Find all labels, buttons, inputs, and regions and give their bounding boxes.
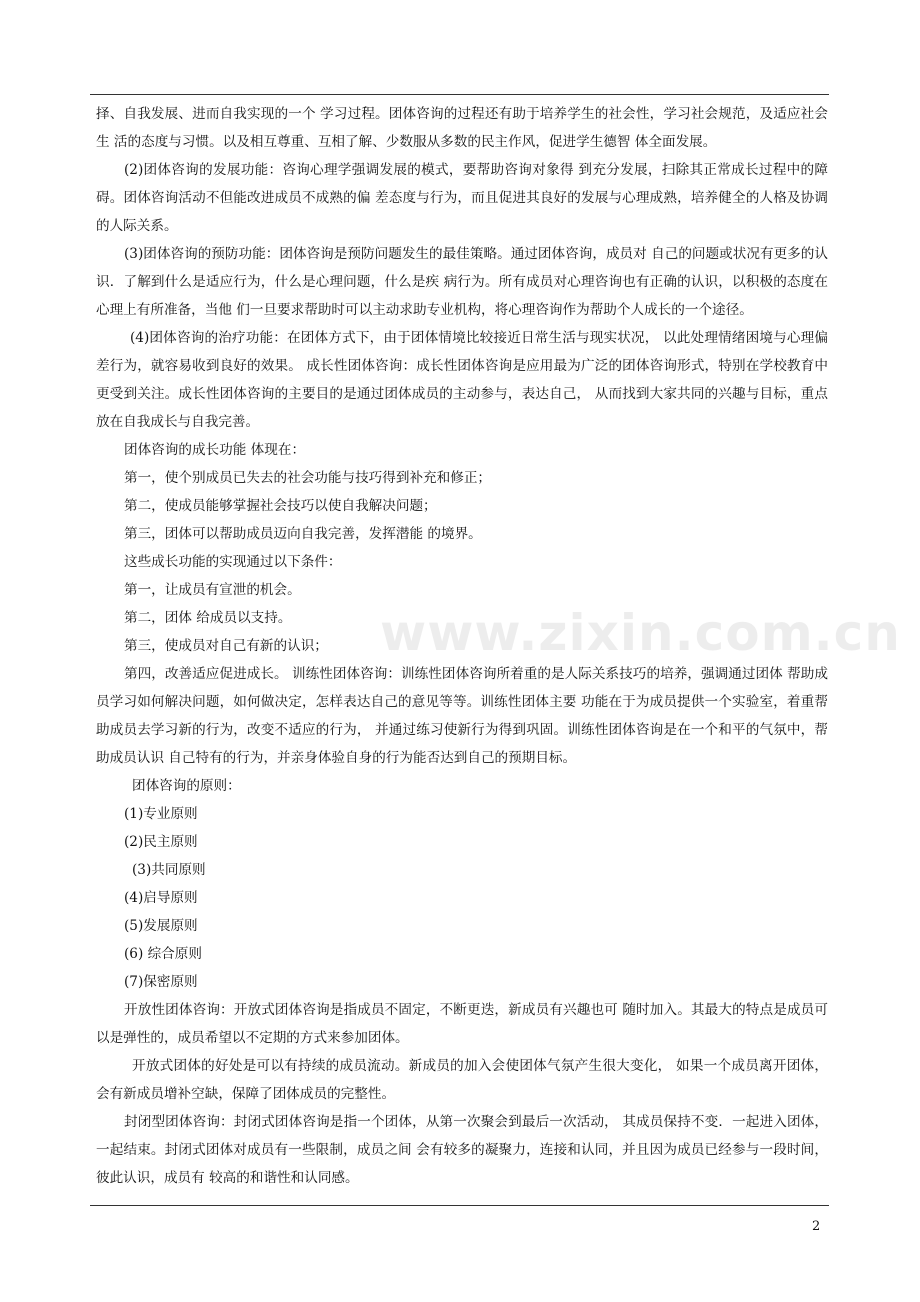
- principles-heading: 团体咨询的原则：: [132, 778, 241, 794]
- condition-item-1: 第一，让成员有宣泄的机会。: [124, 582, 301, 598]
- paragraph-closed-group: 封闭型团体咨询：封闭式团体咨询是指一个团体，从第一次聚会到最后一次活动， 其成员保持不变．一起进入团体，一起结束。封闭式团体对成员有一些限制，成员之间 会有较多的凝聚力，连接和认同，并且因为成员已经参与一段时间，彼此认识，成员有 较高的和谐性和认同感。: [96, 1114, 828, 1186]
- growth-function-heading: 团体咨询的成长功能 体现在：: [124, 442, 306, 458]
- watermark-logo: [380, 602, 901, 662]
- principle-item-6: (6) 综合原则: [124, 946, 202, 962]
- paragraph-training-group: 第四，改善适应促进成长。 训练性团体咨询：训练性团体咨询所着重的是人际关系技巧的培养，强调通过团体 帮助成员学习如何解决问题，如何做决定，怎样表达自己的意见等等。训练性团体主要 功能在于为成员提供一个实验室，着重帮助成员去学习新的行为，改变不适应的行为， 并通过练习使新行为得到巩固。训练性团体咨询是在一个和平的气氛中，帮助成员认识 自己特有的行为，并亲身体验自身的行为能否达到自己的预期目标。: [96, 666, 828, 766]
- paragraph-open-group: 开放性团体咨询：开放式团体咨询是指成员不固定，不断更迭，新成员有兴趣也可 随时加入。其最大的特点是成员可以是弹性的，成员希望以不定期的方式来参加团体。: [96, 1002, 828, 1046]
- growth-item-2: 第二，使成员能够掌握社会技巧以使自我解决问题；: [124, 498, 437, 514]
- principle-item-4: (4)启导原则: [124, 890, 198, 906]
- paragraph-prevention-function: (3)团体咨询的预防功能：团体咨询是预防问题发生的最佳策略。通过团体咨询，成员对 自己的问题或状况有更多的认识．了解到什么是适应行为，什么是心理问题，什么是疾 病行为。所有成员对心理咨询也有正确的认识，以积极的态度在心理上有所准备，当他 们一旦要求帮助时可以主动求助专业机构，将心理咨询作为帮助个人成长的一个途径。: [96, 246, 828, 318]
- conditions-heading: 这些成长功能的实现通过以下条件：: [124, 554, 342, 570]
- principle-item-3: (3)共同原则: [132, 862, 206, 878]
- footer-rule: [90, 1205, 829, 1206]
- page-number: 2: [812, 1219, 821, 1234]
- growth-item-1: 第一，使个别成员已失去的社会功能与技巧得到补充和修正；: [124, 470, 492, 486]
- growth-item-3: 第三，团体可以帮助成员迈向自我完善，发挥潜能 的境界。: [124, 526, 482, 542]
- header-rule: [90, 94, 829, 95]
- principle-item-7: (7)保密原则: [124, 974, 198, 990]
- condition-item-2: 第二，团体 给成员以支持。: [124, 610, 292, 626]
- principle-item-2: (2)民主原则: [124, 834, 198, 850]
- paragraph-treatment-function: (4)团体咨询的治疗功能：在团体方式下，由于团体情境比较接近日常生活与现实状况， 以此处理情绪困境与心理偏差行为，就容易收到良好的效果。 成长性团体咨询：成长性团体咨询是应用最为广泛的团体咨询形式，特别在学校教育中更受到关注。成长性团体咨询的主要目的是通过团体成员的主动参与，表达自己， 从而找到大家共同的兴趣与目标，重点放在自我成长与自我完善。: [96, 330, 828, 430]
- principle-item-1: (1)专业原则: [124, 806, 198, 822]
- paragraph-intro: 择、自我发展、进而自我实现的一个 学习过程。团体咨询的过程还有助于培养学生的社会性，学习社会规范，及适应社会生 活的态度与习惯。以及相互尊重、互相了解、少数服从多数的民主作风，促进学生德智 体全面发展。: [96, 106, 828, 150]
- watermark-text: www.zixin.com.cn: [380, 604, 901, 662]
- principle-item-5: (5)发展原则: [124, 918, 198, 934]
- condition-item-3: 第三，使成员对自己有新的认识；: [124, 638, 328, 654]
- paragraph-development-function: (2)团体咨询的发展功能：咨询心理学强调发展的模式，要帮助咨询对象得 到充分发展，扫除其正常成长过程中的障碍。团体咨询活动不但能改进成员不成熟的偏 差态度与行为，而且促进其良好的发展与心理成熟，培养健全的人格及协调的人际关系。: [96, 162, 828, 234]
- paragraph-open-group-benefit: 开放式团体的好处是可以有持续的成员流动。新成员的加入会使团体气氛产生很大变化， 如果一个成员离开团体，会有新成员增补空缺，保障了团体成员的完整性。: [96, 1058, 828, 1102]
